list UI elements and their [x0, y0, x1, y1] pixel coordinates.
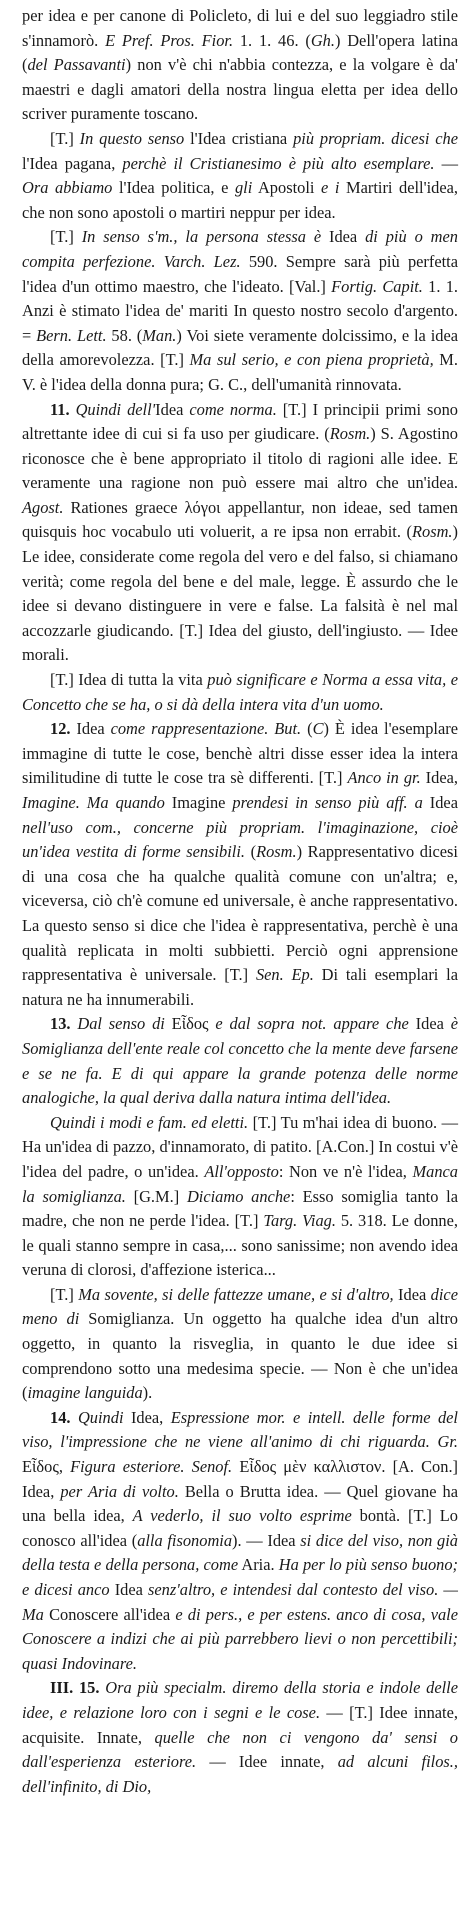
paragraph-14-viso: 14. Quindi Idea, Espressione mor. e intell. delle forme del viso, l'impressione che ne viene all'animo di chi riguarda. Gr. Εἶδος, Figura esteriore. Senof. Εἶδος μὲν καλλιστον. [A. Con.] Idea, per Aria di volto. Bella o Brutta idea. — Quel giovane ha una bella idea, A vederlo, il suo volto esprime bontà. [T.] Lo conosco all'idea (alla fisonomia). — Idea si dice del viso, non già della testa e della persona, come Aria. Ha per lo più senso buono; e dicesi anco Idea senz'altro, e intendesi dal contesto del viso. — Ma Conoscere all'idea e di pers., e per estens. anco di cosa, vale Conoscere a indizi che ai più parrebbero lievi o non percettibili; quasi Indovinare. [22, 1407, 459, 1673]
paragraph-t-vita: [T.] Idea di tutta la vita può significare e Norma a essa vita, e Concetto che se ha, o si dà della intera vita d'un uomo. [22, 670, 458, 714]
paragraph-t-fattezze: [T.] Ma sovente, si delle fattezze umane, e si d'altro, Idea dice meno di Somiglianza. Un oggetto ha qualche idea d'un altro oggetto, in quanto la risveglia, in quanto le due idee si comprendono sotto una medesima specie. — Non è che un'idea (imagine languida). [22, 1284, 458, 1403]
paragraph-III-15-storia: III. 15. Ora più specialm. diremo della storia e indole delle idee, e relazione loro con i segni e le cose. — [T.] Idee innate, acquisite. Innate, quelle che non ci vengono da' sensi o dall'esperienza esteriore. — Idee innate, ad alcuni filos., dell'infinito, di Dio, [22, 1678, 458, 1796]
paragraph-13-somiglianza: 13. Dal senso di Εἶδος e dal sopra not. appare che Idea è Somiglianza dell'ente reale col concetto che la mente deve farsene e se ne fa. E di qui appare la grande potenza delle norme analogiche, la qual deriva dalla natura intima dell'idea. [22, 1014, 458, 1108]
paragraph-t-persona: [T.] In senso s'm., la persona stessa è Idea di più o men compita perfezione. Varch. Lez. 590. Sempre sarà più perfetta l'idea d'un ottimo maestro, che l'ideato. [Val.] Fortig. Capit. 1. 1. Anzi è stimato l'idea de' mariti In questo nostro secolo d'argento. = Bern. Lett. 58. (Man.) Voi siete veramente dolcissimo, e la idea della amorevolezza. [T.] Ma sul serio, e con piena proprietà, M. V. è l'idea della donna pura; G. C., dell'umanità rinnovata. [22, 227, 458, 394]
paragraph-12-rappresentazione: 12. Idea come rappresentazione. But. (C) È idea l'esemplare immagine di tutte le cose, benchè altri disse esser idea la intera similitudine di tutte le cose tra sè differenti. [T.] Anco in gr. Idea, Imagine. Ma quando Imagine prendesi in senso più aff. a Idea nell'uso com., concerne più propriam. l'imaginazione, cioè un'idea vestita di forme sensibili. (Rosm.) Rappresentativo dicesi di una cosa che ha qualche qualità comune con un'altra; e, viceversa, ciò ch'è comune ed universale, è anche rappresentativo. La questo senso si dice che l'idea è rappresentativa, perchè è una qualità replicata in molti subbietti. Perciò ogni apprensione rappresentativa è universale. [T.] Sen. Ep. Di tali esemplari la natura ne ha innumerabili. [22, 719, 458, 1009]
paragraph-13-modi: Quindi i modi e fam. ed eletti. [T.] Tu m'hai idea di buono. — Ha un'idea di pazzo, d'innamorato, di patito. [A.Con.] In costui v'è l'idea del padre, o un'idea. All'opposto: Non ve n'è l'idea, Manca la somiglianza. [G.M.] Diciamo anche: Esso somiglia tanto la madre, che non ne perde l'idea. [T.] Targ. Viag. 5. 318. Le donne, le quali stanno sempre in casa,... sono sanissime; non avendo idea veruna di clorosi, d'affezione isterica... [22, 1112, 459, 1280]
paragraph-t-cristiana: [T.] In questo senso l'Idea cristiana più propriam. dicesi che l'Idea pagana, perchè il Cristianesimo è più alto esemplare. — Ora abbiamo l'Idea politica, e gli Apostoli e i Martiri dell'idea, che non sono apostoli o martiri neppur per idea. [22, 128, 459, 222]
paragraph-continuation: per idea e per canone di Policleto, di lui e del suo leggiadro stile s'innamorò. E Pref. Pros. Fior. 1. 1. 46. (Gh.) Dell'opera latina (del Passavanti) non v'è chi n'abbia contezza, e la volgare è da' maestri e dagli amatori della nostra lingua eletta per idea dello scriver puramente toscano. [22, 6, 458, 124]
paragraph-11-norma: 11. Quindi dell'Idea come norma. [T.] I principii primi sono altrettante idee di cui si fa uso per giudicare. (Rosm.) S. Agostino riconosce che è bene appropriato il titolo di ragioni alle idee. E veramente una ragione non può essere mai altro che un'idea. Agost. Rationes graece λόγοι appellantur, non ideae, sed tamen quisquis hoc vocabulo uti voluerit, a re ipsa non errabit. (Rosm.) Le idee, considerate come regola del vero e del falso, si chiamano verità; come regola del bene e del male, legge. È assurdo che le idee si devano distinguere in vere e false. La falsità è nel mal accozzarle giudicando. [T.] Idea del giusto, dell'ingiusto. — Idee morali. [22, 399, 458, 665]
